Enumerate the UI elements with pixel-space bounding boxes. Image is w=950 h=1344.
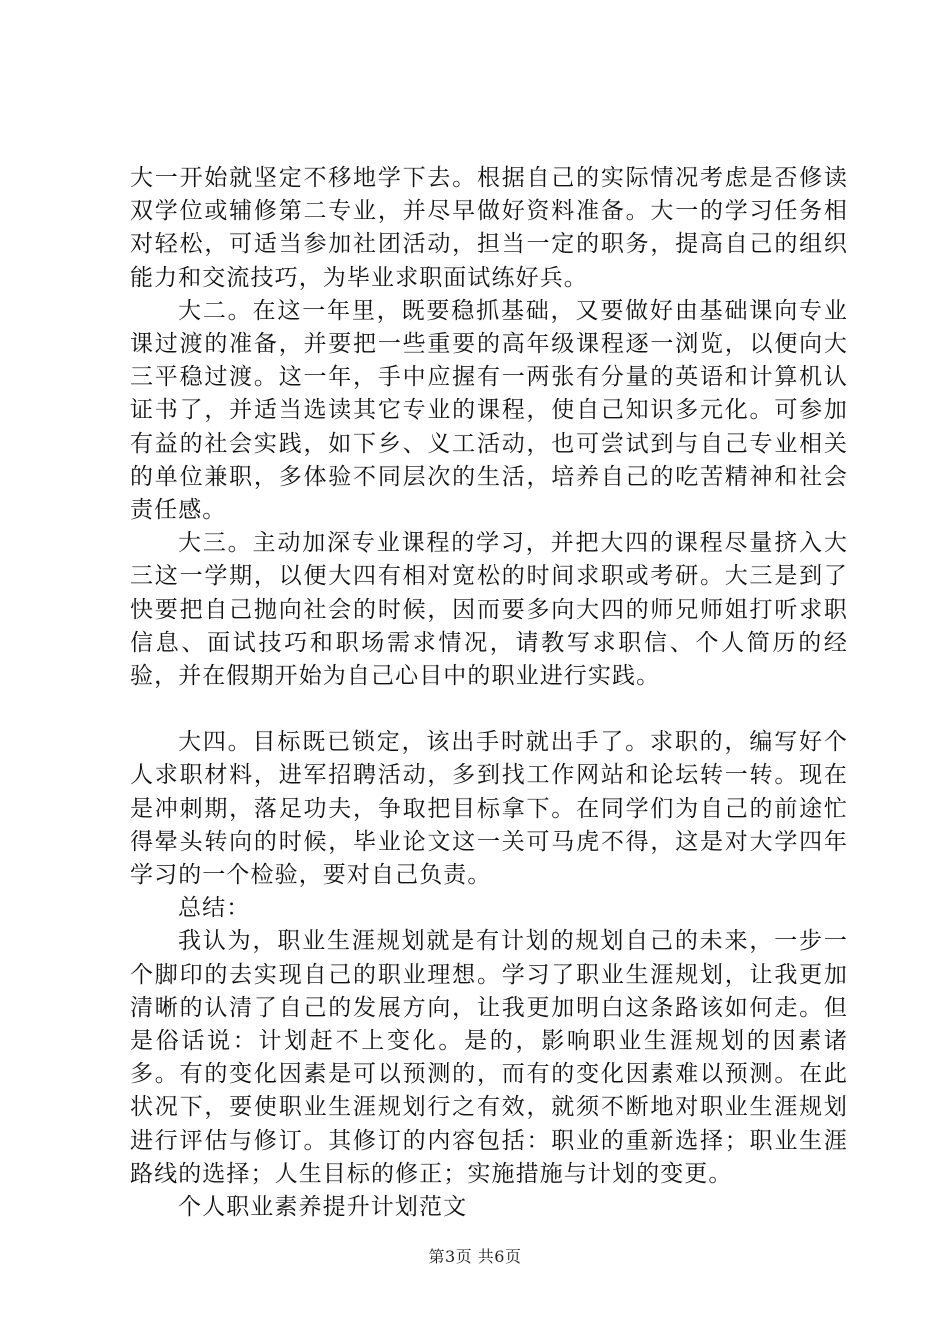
paragraph-gap	[130, 693, 848, 726]
paragraph-senior: 大四。目标既已锁定，该出手时就出手了。求职的，编写好个人求职材料，进军招聘活动，多到找工作网站和论坛转一转。现在是冲刺期，落足功夫，争取把目标拿下。在同学们为自己的前途忙得晕头转向的时候，毕业论文这一关可马虎不得，这是对大学四年学习的一个检验，要对自己负责。	[130, 729, 848, 889]
paragraph-junior: 大三。主动加深专业课程的学习，并把大四的课程尽量挤入大三这一学期，以便大四有相对宽松的时间求职或考研。大三是到了快要把自己抛向社会的时候，因而要多向大四的师兄师姐打听求职信息、面试技巧和职场需求情况，请教写求职信、个人简历的经验，并在假期开始为自己心目中的职业进行实践。	[130, 530, 848, 690]
paragraph-sophomore: 大二。在这一年里，既要稳抓基础，又要做好由基础课向专业课过渡的准备，并要把一些重要的高年级课程逐一浏览，以便向大三平稳过渡。这一年，手中应握有一两张有分量的英语和计算机认证书了，并适当选读其它专业的课程，使自己知识多元化。可参加有益的社会实践，如下乡、义工活动，也可尝试到与自己专业相关的单位兼职，多体验不同层次的生活，培养自己的吃苦精神和社会责任感。	[130, 297, 848, 524]
paragraph-summary: 我认为，职业生涯规划就是有计划的规划自己的未来，一步一个脚印的去实现自己的职业理想。学习了职业生涯规划，让我更加清晰的认清了自己的发展方向，让我更加明白这条路该如何走。但是俗话说：计划赶不上变化。是的，影响职业生涯规划的因素诸多。有的变化因素是可以预测的，而有的变化因素难以预测。在此状况下，要使职业生涯规划行之有效，就须不断地对职业生涯规划进行评估与修订。其修订的内容包括：职业的重新选择；职业生涯路线的选择；人生目标的修正；实施措施与计划的变更。	[130, 928, 848, 1187]
summary-heading: 总结：	[178, 895, 251, 922]
document-body	[130, 162, 848, 1224]
paragraph-freshman-continued: 大一开始就坚定不移地学下去。根据自己的实际情况考虑是否修读双学位或辅修第二专业，并尽早做好资料准备。大一的学习任务相对轻松，可适当参加社团活动，担当一定的职务，提高自己的组织能力和交流技巧，为毕业求职面试练好兵。	[130, 165, 848, 291]
next-article-title: 个人职业素养提升计划范文	[178, 1194, 468, 1221]
page-number-footer: 第3页 共6页	[428, 1247, 522, 1266]
